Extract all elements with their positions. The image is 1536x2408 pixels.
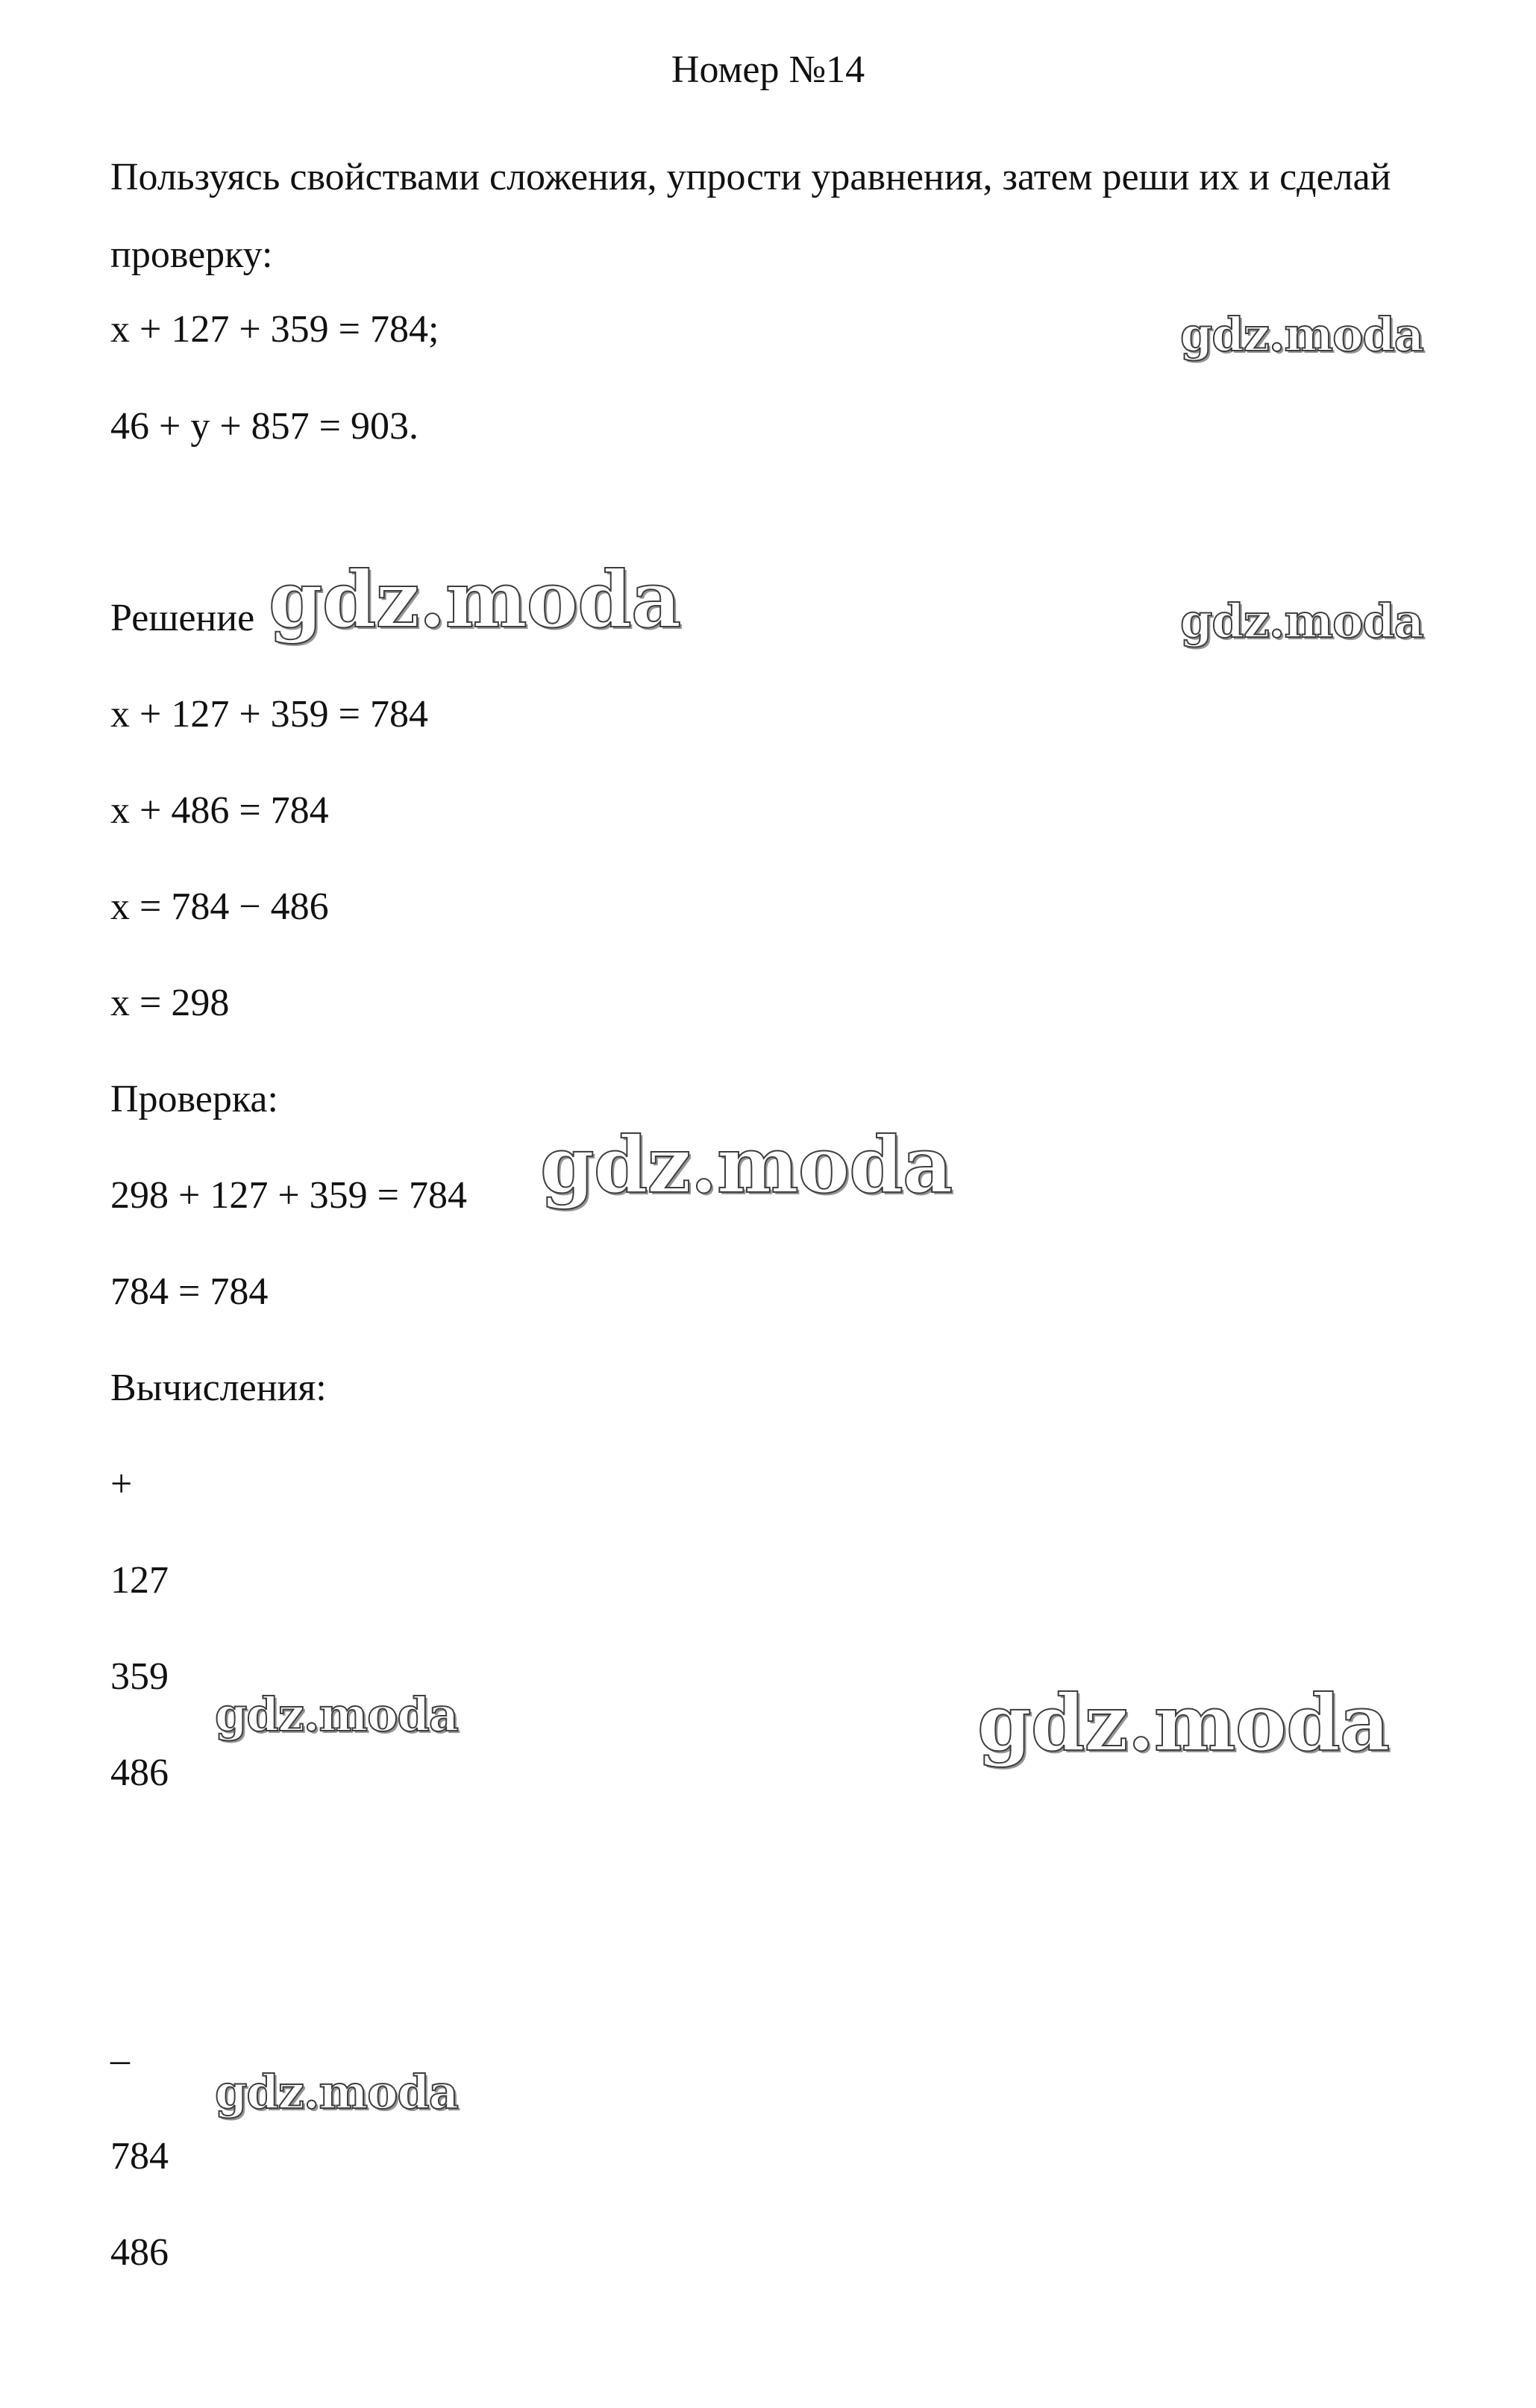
solution-step: x = 298 (110, 982, 230, 1024)
equation-1: x + 127 + 359 = 784; (110, 308, 439, 351)
check-step: 784 = 784 (110, 1270, 269, 1313)
addition-sign: + (110, 1463, 133, 1505)
watermark-logo: gdz.moda (977, 1677, 1390, 1769)
subtraction-operand: 784 (110, 2135, 169, 2177)
check-heading: Проверка: (110, 1078, 278, 1120)
addition-operand: 359 (110, 1655, 169, 1698)
equation-2: 46 + y + 857 = 903. (110, 405, 419, 448)
addition-result: 486 (110, 1752, 169, 1794)
watermark-logo: gdz.moda (215, 1687, 458, 1742)
watermark-logo: gdz.moda (1180, 594, 1423, 648)
task-text: Пользуясь свойствами сложения, упрости уравнения, затем реши их и сделай проверку: (110, 156, 1391, 276)
addition-operand: 127 (110, 1559, 169, 1602)
watermark-logo: gdz.moda (215, 2065, 458, 2119)
solution-step: x + 486 = 784 (110, 789, 329, 832)
check-step: 298 + 127 + 359 = 784 (110, 1174, 467, 1217)
solution-step: x + 127 + 359 = 784 (110, 693, 428, 736)
watermark-logo: gdz.moda (540, 1119, 953, 1211)
watermark-logo: gdz.moda (1180, 307, 1423, 362)
calculations-heading: Вычисления: (110, 1367, 327, 1409)
solution-heading: Решение (110, 597, 255, 639)
watermark-logo: gdz.moda (269, 554, 681, 645)
page-title: Номер №14 (671, 48, 865, 91)
subtraction-sign: – (110, 2039, 130, 2081)
solution-step: x = 784 − 486 (110, 885, 329, 928)
subtraction-operand: 486 (110, 2231, 169, 2274)
